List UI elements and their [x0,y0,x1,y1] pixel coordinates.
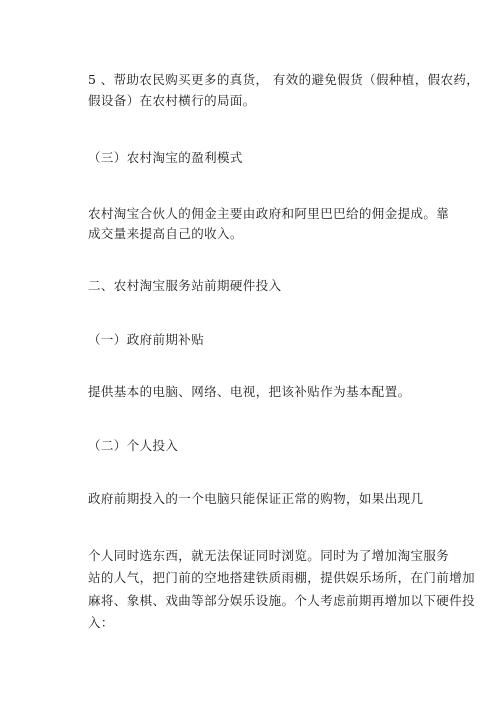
section-heading-profit-model: （三）农村淘宝的盈利模式 [88,150,243,165]
paragraph-investment-line-4: 入： [88,615,114,630]
section-heading-hardware: 二、农村淘宝服务站前期硬件投入 [88,278,282,293]
paragraph-investment-line-2: 站的人气，把门前的空地搭建铁质雨棚，提供娱乐场所，在门前增加 [88,570,476,585]
paragraph-subsidy: 提供基本的电脑、网络、电视，把该补贴作为基本配置。 [88,384,411,399]
paragraph-investment-line-3: 麻将、象棋、戏曲等部分娱乐设施。个人考虑前期再增加以下硬件投 [88,593,476,608]
paragraph-partner-line-2: 成交量来提高自己的收入。 [88,226,243,241]
paragraph-investment-intro: 政府前期投入的一个电脑只能保证正常的购物，如果出现几 [88,491,424,506]
paragraph-5-line-2: 假设备）在农村横行的局面。 [88,93,256,108]
paragraph-5-line-1: 5 、帮助农民购买更多的真货， 有效的避免假货（假种植，假农药， [88,72,480,87]
section-heading-government-subsidy: （一）政府前期补贴 [88,332,205,347]
paragraph-partner-line-1: 农村淘宝合伙人的佣金主要由政府和阿里巴巴给的佣金提成。靠 [88,206,450,221]
paragraph-investment-line-1: 个人同时选东西，就无法保证同时浏览。同时为了增加淘宝服务 [88,548,450,563]
section-heading-personal-investment: （二）个人投入 [88,438,179,453]
